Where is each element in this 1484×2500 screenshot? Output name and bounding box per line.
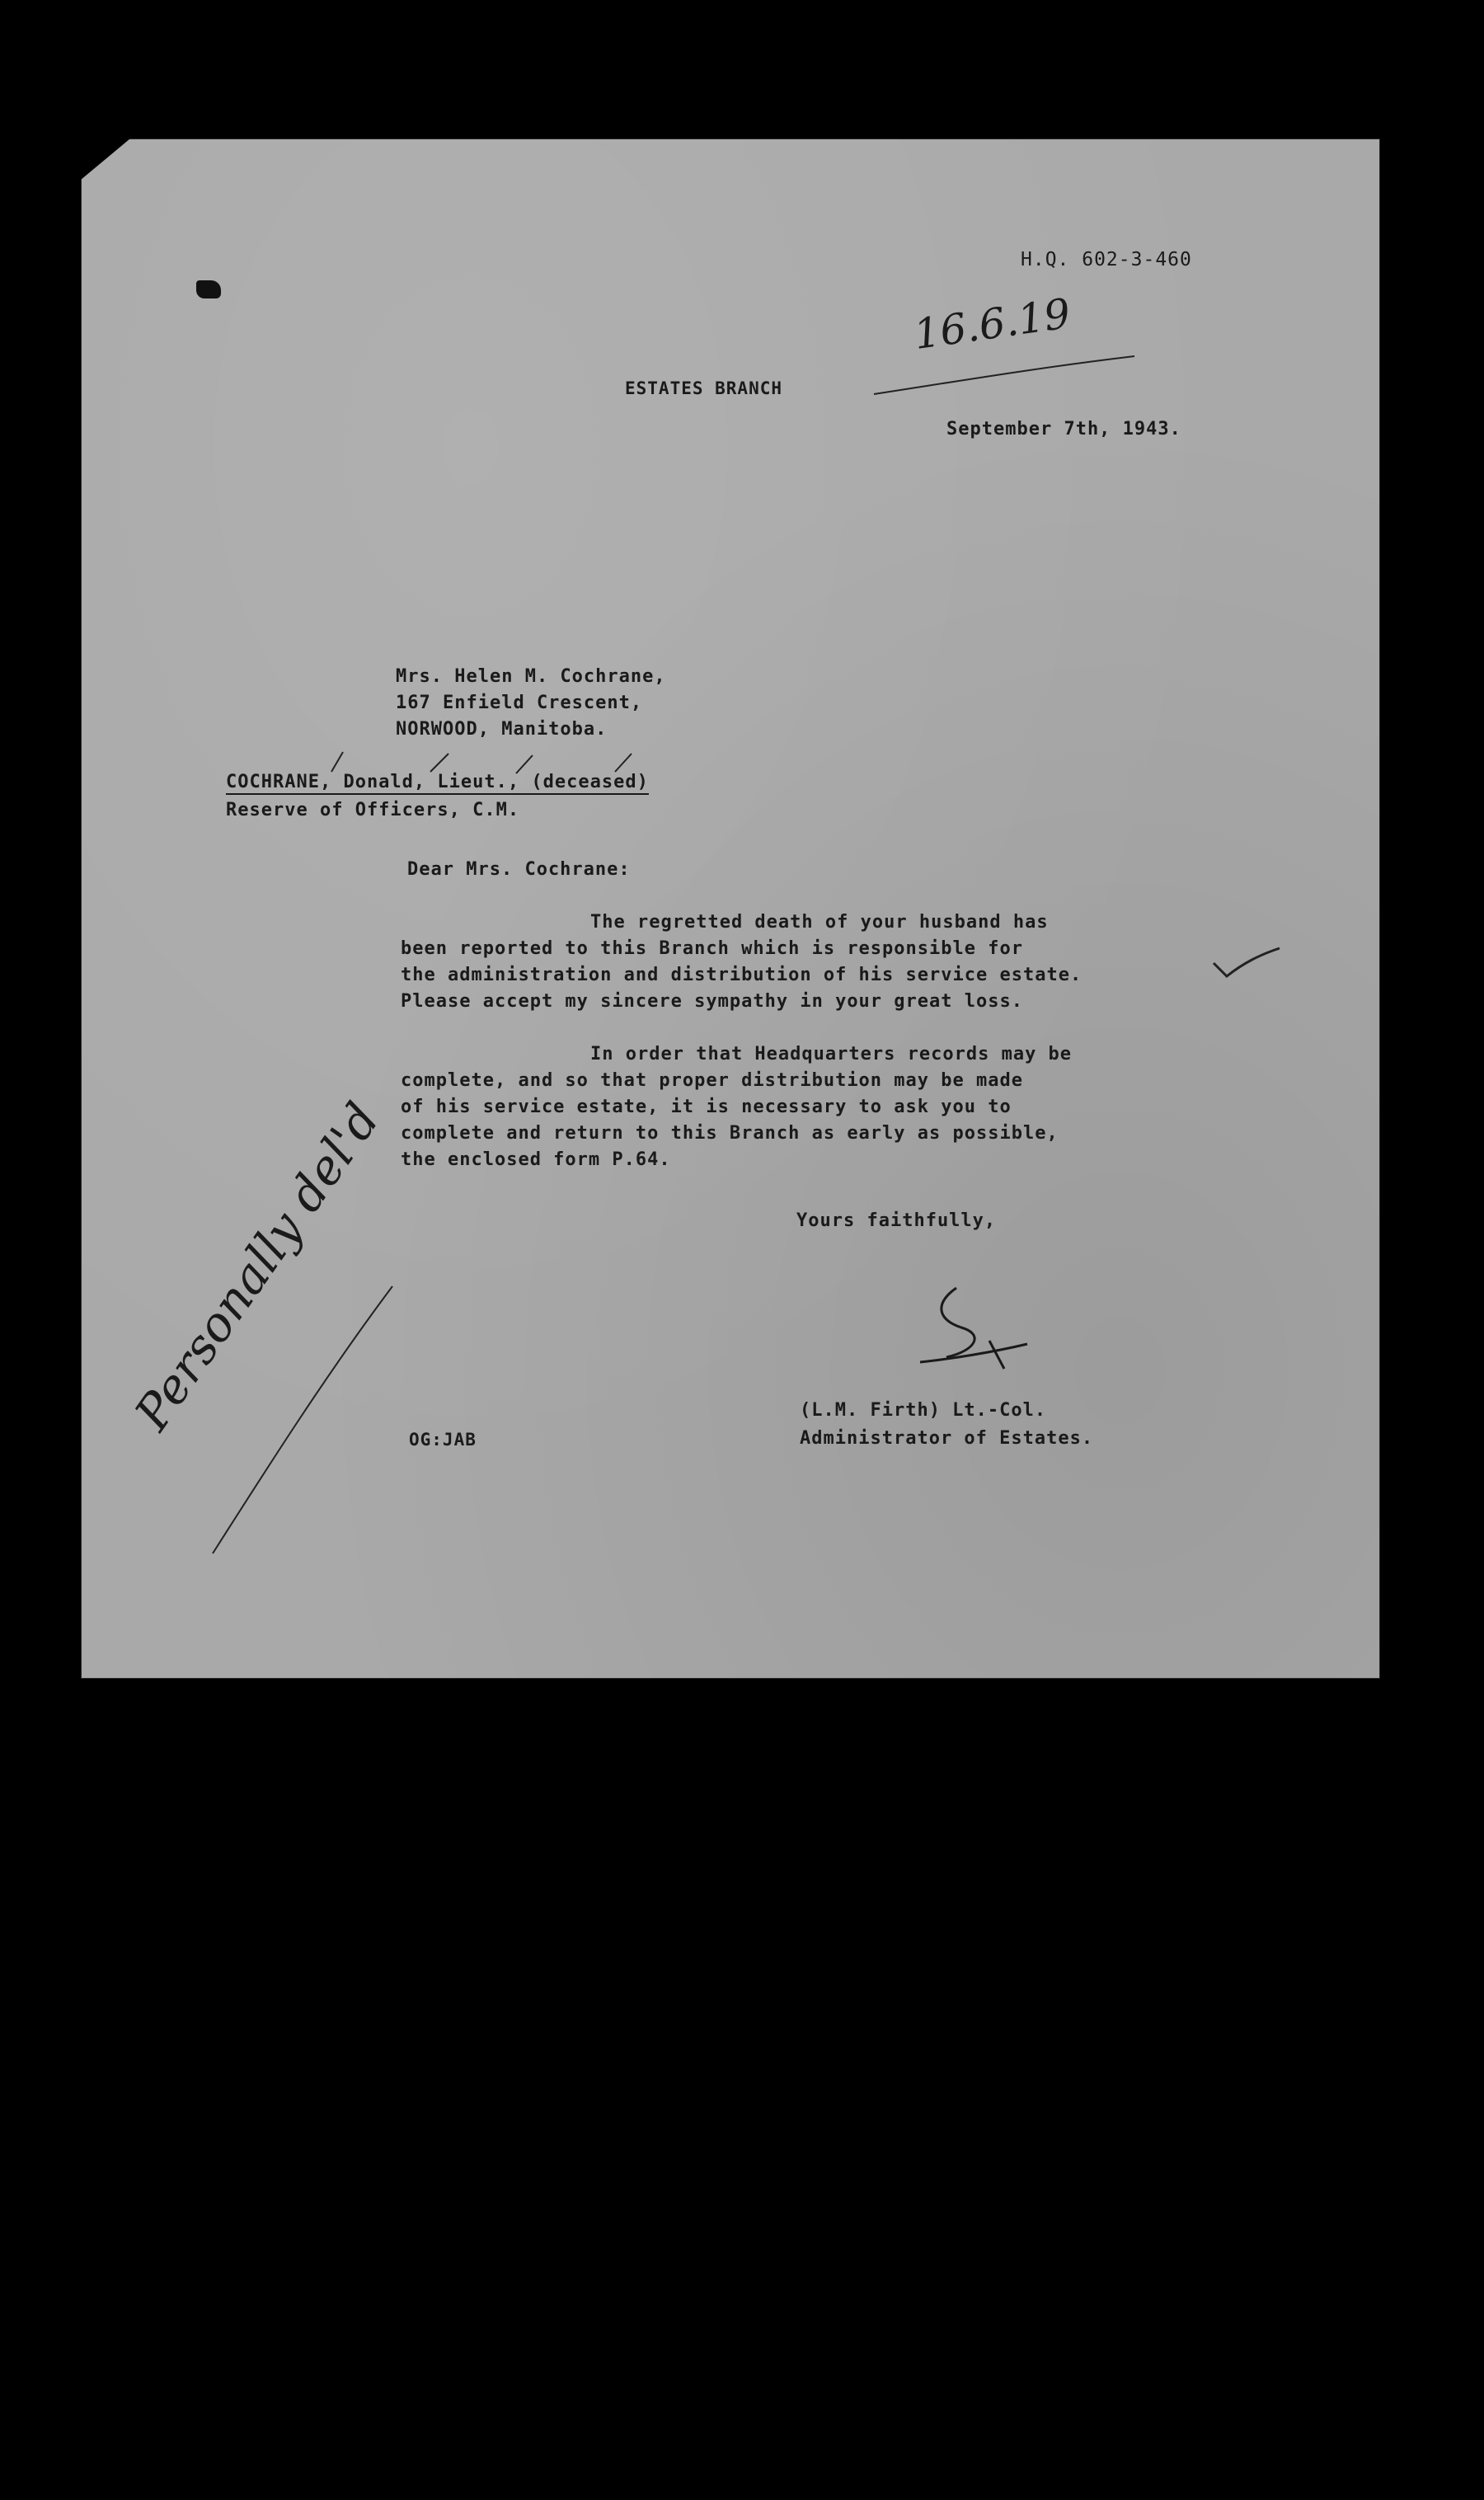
ink-smudge	[196, 280, 221, 298]
paragraph-2-line-1: In order that Headquarters records may be	[590, 1044, 1073, 1064]
paragraph-2-line-3: of his service estate, it is necessary to ask you to	[401, 1097, 1012, 1117]
recipient-line-2: 167 Enfield Crescent,	[396, 693, 643, 713]
signature	[918, 1283, 1034, 1382]
subject-line-1: COCHRANE, Donald, Lieut., (deceased)	[226, 773, 649, 795]
signatory-name: (L.M. Firth) Lt.-Col.	[800, 1400, 1047, 1421]
letter-page	[81, 139, 1380, 1679]
paragraph-2-line-2: complete, and so that proper distribution may be made	[401, 1070, 1023, 1091]
letter-date: September 7th, 1943.	[946, 419, 1181, 439]
paragraph-1-line-4: Please accept my sincere sympathy in your great loss.	[401, 991, 1023, 1012]
paragraph-2-line-5: the enclosed form P.64.	[401, 1149, 671, 1170]
subject-line-2: Reserve of Officers, C.M.	[226, 800, 520, 820]
department-heading: ESTATES BRANCH	[625, 378, 783, 398]
margin-note-underline	[204, 1281, 402, 1562]
date-underline-stroke	[872, 353, 1136, 402]
signatory-title: Administrator of Estates.	[800, 1428, 1094, 1449]
paragraph-1-line-2: been reported to this Branch which is responsible for	[401, 938, 1023, 959]
margin-note: Personally del'd	[124, 1093, 391, 1440]
paragraph-1-line-1: The regretted death of your husband has	[590, 912, 1049, 933]
file-reference: H.Q. 602-3-460	[1021, 249, 1192, 270]
recipient-line-3: NORWOOD, Manitoba.	[396, 719, 608, 740]
recipient-line-1: Mrs. Helen M. Cochrane,	[396, 666, 666, 687]
paragraph-2-line-4: complete and return to this Branch as early as possible,	[401, 1123, 1059, 1144]
paragraph-1-line-3: the administration and distribution of his service estate.	[401, 965, 1082, 985]
typist-initials: OG:JAB	[409, 1430, 477, 1450]
salutation: Dear Mrs. Cochrane:	[407, 859, 631, 880]
closing: Yours faithfully,	[796, 1210, 997, 1231]
check-mark	[1210, 947, 1284, 988]
handwritten-date: 16.6.19	[910, 289, 1073, 359]
